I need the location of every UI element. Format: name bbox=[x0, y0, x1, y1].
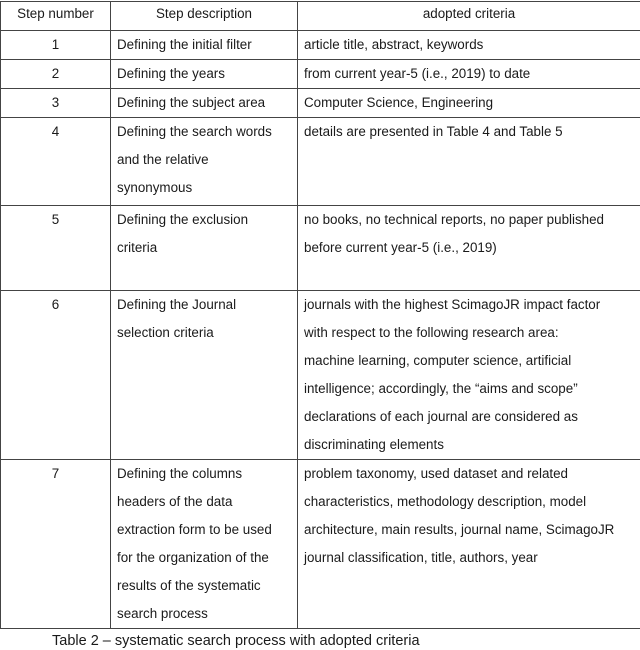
step-description-line: search process bbox=[117, 600, 297, 628]
step-description-line: extraction form to be used bbox=[117, 516, 297, 544]
step-number-cell bbox=[1, 460, 111, 629]
adopted-criteria-line: article title, abstract, keywords bbox=[304, 31, 640, 59]
table-row bbox=[1, 460, 640, 629]
adopted-criteria-cell bbox=[298, 291, 640, 460]
adopted-criteria-cell bbox=[298, 60, 640, 89]
adopted-criteria-line: architecture, main results, journal name, ScimagoJR bbox=[304, 516, 640, 544]
step-number: 1 bbox=[1, 31, 110, 59]
step-description-cell bbox=[111, 460, 298, 629]
step-description-line: Defining the years bbox=[117, 60, 297, 88]
step-description-line: results of the systematic bbox=[117, 572, 297, 600]
step-description-line: Defining the exclusion bbox=[117, 206, 297, 234]
step-description-line: Defining the columns bbox=[117, 460, 297, 488]
step-description-cell bbox=[111, 291, 298, 460]
adopted-criteria-line: details are presented in Table 4 and Table 5 bbox=[304, 118, 640, 146]
table-body bbox=[1, 31, 640, 629]
adopted-criteria-line: discriminating elements bbox=[304, 431, 640, 459]
step-description-cell bbox=[111, 31, 298, 60]
step-description-line: and the relative bbox=[117, 146, 297, 174]
search-process-table bbox=[0, 1, 640, 629]
step-description-line: Defining the search words bbox=[117, 118, 297, 146]
adopted-criteria-line: declarations of each journal are considered as bbox=[304, 403, 640, 431]
table-caption: Table 2 – systematic search process with adopted criteria bbox=[52, 632, 640, 650]
step-number-cell bbox=[1, 31, 111, 60]
step-number: 3 bbox=[1, 89, 110, 117]
adopted-criteria-line: problem taxonomy, used dataset and related bbox=[304, 460, 640, 488]
header-step-number: Step number bbox=[1, 2, 111, 31]
step-description-cell bbox=[111, 89, 298, 118]
step-description-line: Defining the initial filter bbox=[117, 31, 297, 59]
table-row bbox=[1, 89, 640, 118]
step-description-line: for the organization of the bbox=[117, 544, 297, 572]
step-description-line: synonymous bbox=[117, 174, 297, 202]
step-number-cell bbox=[1, 60, 111, 89]
step-number: 6 bbox=[1, 291, 110, 319]
adopted-criteria-line: with respect to the following research area: bbox=[304, 319, 640, 347]
adopted-criteria-cell bbox=[298, 206, 640, 291]
adopted-criteria-line: Computer Science, Engineering bbox=[304, 89, 640, 117]
table-row bbox=[1, 31, 640, 60]
table-row bbox=[1, 291, 640, 460]
adopted-criteria-line: from current year-5 (i.e., 2019) to date bbox=[304, 60, 640, 88]
adopted-criteria-cell bbox=[298, 89, 640, 118]
step-number: 4 bbox=[1, 118, 110, 146]
table-row bbox=[1, 118, 640, 206]
step-number-cell bbox=[1, 118, 111, 206]
adopted-criteria-line: journals with the highest ScimagoJR impact factor bbox=[304, 291, 640, 319]
step-description-cell bbox=[111, 206, 298, 291]
adopted-criteria-cell bbox=[298, 31, 640, 60]
step-number-cell bbox=[1, 89, 111, 118]
step-number: 2 bbox=[1, 60, 110, 88]
table-row bbox=[1, 60, 640, 89]
step-description-cell bbox=[111, 60, 298, 89]
adopted-criteria-line: no books, no technical reports, no paper published bbox=[304, 206, 640, 234]
step-number-cell bbox=[1, 291, 111, 460]
step-number-cell bbox=[1, 206, 111, 291]
adopted-criteria-line: journal classification, title, authors, year bbox=[304, 544, 640, 572]
adopted-criteria-cell bbox=[298, 118, 640, 206]
step-description-line: selection criteria bbox=[117, 319, 297, 347]
header-adopted-criteria: adopted criteria bbox=[298, 2, 640, 31]
adopted-criteria-cell bbox=[298, 460, 640, 629]
table-row bbox=[1, 206, 640, 291]
step-number: 5 bbox=[1, 206, 110, 234]
header-step-description: Step description bbox=[111, 2, 298, 31]
step-number: 7 bbox=[1, 460, 110, 488]
table-header-row bbox=[1, 2, 640, 31]
adopted-criteria-line: before current year-5 (i.e., 2019) bbox=[304, 234, 640, 262]
step-description-cell bbox=[111, 118, 298, 206]
adopted-criteria-line: characteristics, methodology description, model bbox=[304, 488, 640, 516]
step-description-line: Defining the Journal bbox=[117, 291, 297, 319]
adopted-criteria-line: intelligence; accordingly, the “aims and scope” bbox=[304, 375, 640, 403]
adopted-criteria-line: machine learning, computer science, artificial bbox=[304, 347, 640, 375]
step-description-line: Defining the subject area bbox=[117, 89, 297, 117]
step-description-line: criteria bbox=[117, 234, 297, 262]
step-description-line: headers of the data bbox=[117, 488, 297, 516]
